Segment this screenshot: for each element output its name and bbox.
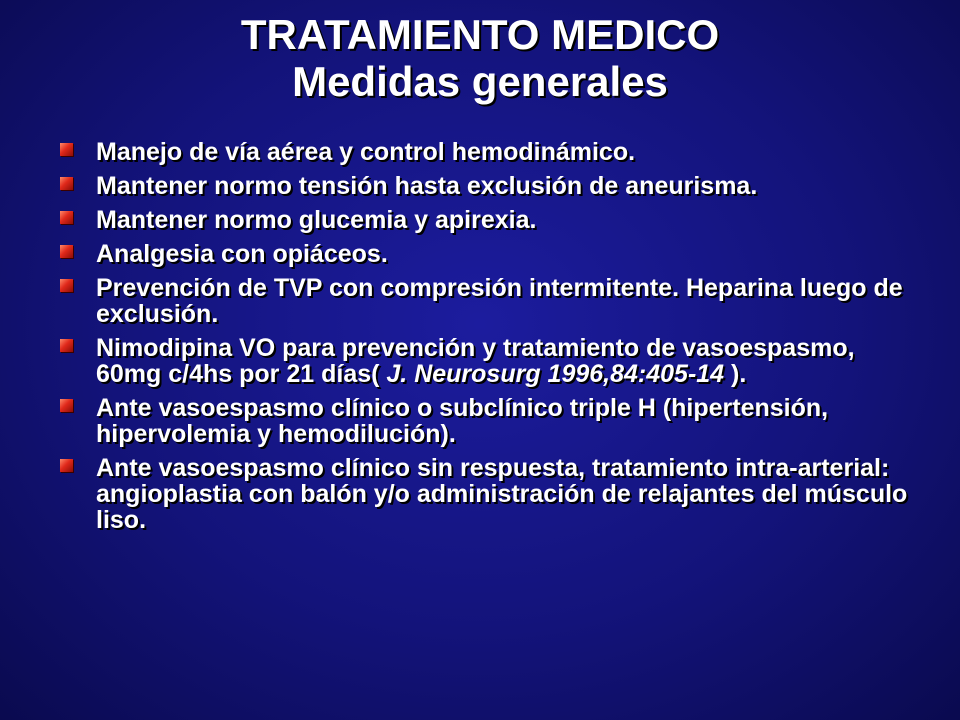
red-square-bullet-icon	[60, 399, 73, 412]
red-square-bullet-icon	[60, 211, 73, 224]
bullet-item	[58, 139, 918, 165]
bullet-item	[58, 275, 918, 327]
red-square-bullet-icon	[60, 459, 73, 472]
bullet-item	[58, 395, 918, 447]
bullet-item	[58, 241, 918, 267]
red-square-bullet-icon	[60, 245, 73, 258]
bullet-text: Analgesia con opiáceos.	[96, 240, 388, 268]
bullet-text: Mantener normo glucemia y apirexia.	[96, 206, 537, 234]
bullet-item	[58, 173, 918, 199]
title-line-2: Medidas generales	[292, 58, 668, 105]
bullet-item	[58, 335, 918, 387]
bullet-text: Ante vasoespasmo clínico o subclínico triple H (hipertensión, hipervolemia y hemodilución).	[96, 394, 829, 448]
bullet-text: Nimodipina VO para prevención y tratamiento de vasoespasmo, 60mg c/4hs por 21 días(	[96, 334, 855, 388]
bullet-text: Ante vasoespasmo clínico sin respuesta, tratamiento intra-arterial: angioplastia con balón y/o administración de relajantes del músculo liso.	[96, 454, 908, 534]
red-square-bullet-icon	[60, 339, 73, 352]
bullet-item	[58, 207, 918, 233]
bullet-text-end: ).	[724, 360, 747, 388]
red-square-bullet-icon	[60, 143, 73, 156]
red-square-bullet-icon	[60, 177, 73, 190]
bullet-text: Prevención de TVP con compresión intermitente. Heparina luego de exclusión.	[96, 274, 903, 328]
citation-reference: J. Neurosurg 1996,84:405-14	[386, 360, 725, 388]
bullet-item	[58, 455, 918, 533]
slide-title	[0, 12, 960, 106]
red-square-bullet-icon	[60, 279, 73, 292]
bullet-text: Manejo de vía aérea y control hemodinámico.	[96, 138, 636, 166]
title-line-1: TRATAMIENTO MEDICO	[240, 11, 720, 58]
bullet-text: Mantener normo tensión hasta exclusión de aneurisma.	[96, 172, 758, 200]
bullet-list	[58, 139, 918, 541]
